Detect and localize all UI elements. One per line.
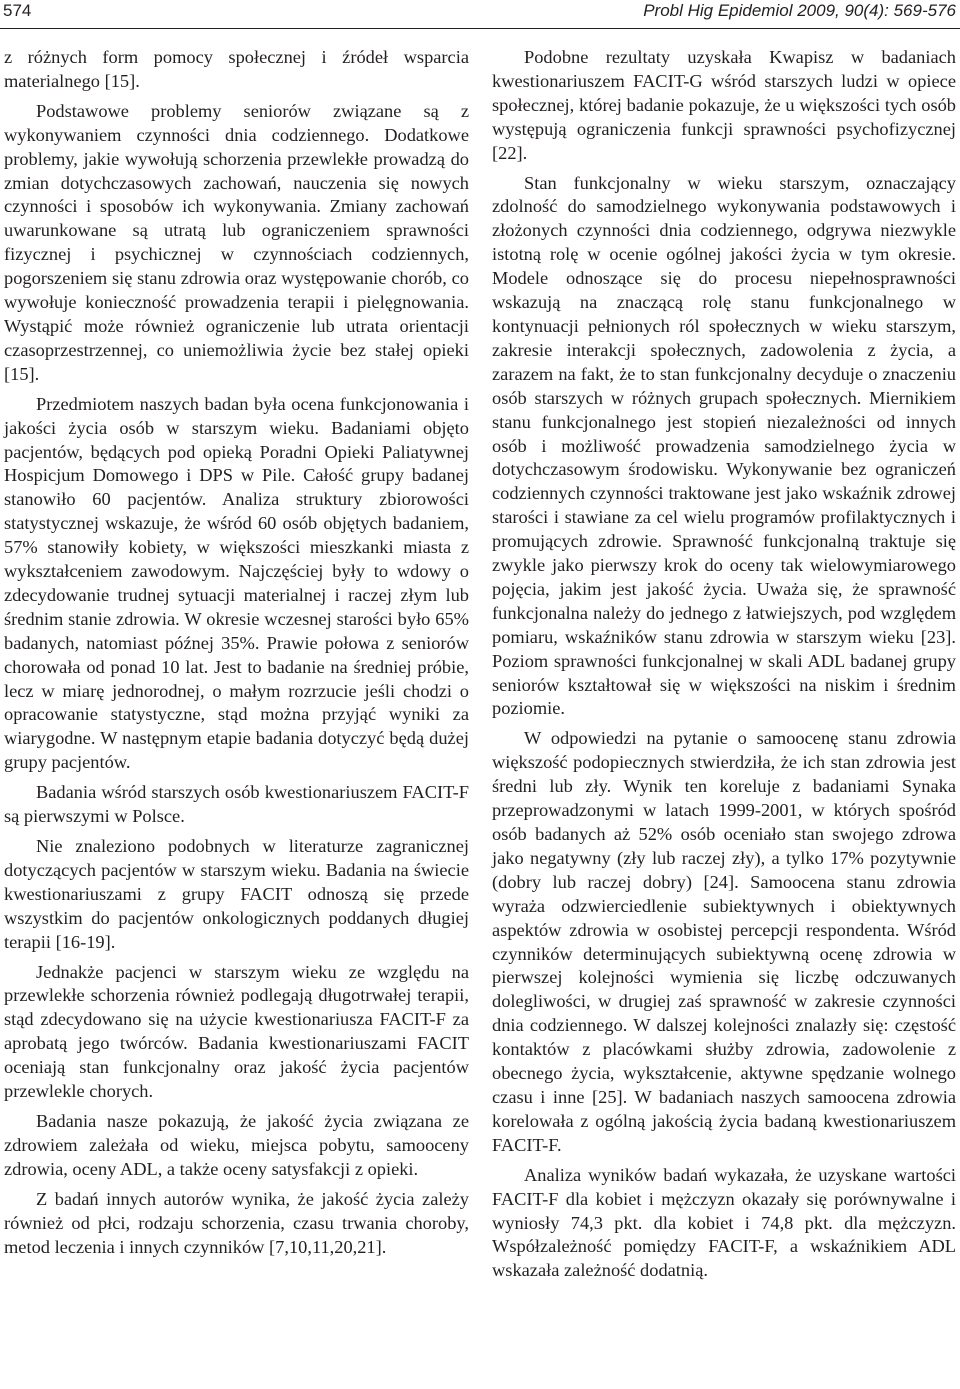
paragraph: z różnych form pomocy społecznej i źródeł wsparcia materialnego [15]. bbox=[4, 47, 469, 91]
paragraph: Badania nasze pokazują, że jakość życia związana ze zdrowiem zależała od wieku, miejsca pobytu, samooceny zdrowia, oceny ADL, a także oceny satysfakcji z opieki. bbox=[4, 1110, 469, 1179]
left-column bbox=[4, 46, 469, 1259]
paragraph: Nie znaleziono podobnych w literaturze zagranicznej dotyczących pacjentów w starszym wieku. Badania na świecie kwestionariuszami z grupy FACIT odnoszą się przede wszystkim do pacjentów onkologicznych poddanych długiej terapii [16-19]. bbox=[4, 836, 469, 952]
right-column bbox=[492, 46, 956, 1283]
journal-citation: Probl Hig Epidemiol 2009, 90(4): 569-576 bbox=[643, 1, 956, 20]
paragraph: Z badań innych autorów wynika, że jakość życia zależy również od płci, rodzaju schorzenia, czasu trwania choroby, metod leczenia i innych czynników [7,10,11,20,21]. bbox=[4, 1188, 469, 1257]
paragraph: Badania wśród starszych osób kwestionariuszem FACIT-F są pierwszymi w Polsce. bbox=[4, 782, 469, 827]
header-rule bbox=[0, 28, 960, 29]
paragraph: W odpowiedzi na pytanie o samoocenę stanu zdrowia większość podopiecznych stwierdziła, że ich stan zdrowia jest średni lub zły. Wynik ten koreluje z badaniami Synaka przeprowadzonymi w latach 1999-2001, w których spośród osób badanych aż 52% osób oceniało stan swojego zdrowa jako negatywny (zły lub raczej zły), a tylko 17% pozytywnie (dobry lub raczej dobry) [24]. Samoocena stanu zdrowia wyraża odzwierciedlenie subiektywnych i obiektywnych aspektów zdrowia w osobistej percepcji respondenta. Wśród czynników determinujących subiektywną ocenę zdrowia w pierwszej kolejności wymienia się liczbę odczuwanych dolegliwości, w drugiej zaś sprawność w zakresie czynności dnia codziennego. W dalszej kolejności znalazły się: częstość kontaktów z placówkami służby zdrowia, zadowolenie z obecnego życia, wykształcenie, aktywne spędzanie wolnego czasu i inne [25]. W badaniach naszych samoocena zdrowia korelowała z ogólną jakością życia badaną kwestionariuszem FACIT-F. bbox=[492, 728, 956, 1155]
paragraph: Podstawowe problemy seniorów związane są z wykonywaniem czynności dnia codziennego. Dodatkowe problemy, jakie wywołują schorzenia przewlekłe prowadzą do zmian dotychczasowych zachowań, nauczenia się nowych czynności i sposobów ich wykonywania. Zmiany zachowań uwarunkowane są utratą lub ograniczeniem sprawności fizycznej i psychicznej w czynnościach codziennych, pogorszeniem się stanu zdrowia oraz występowanie chorób, co wywołuje konieczność prowadzenia terapii i pielęgnowania. Wystąpić może również ograniczenie lub utrata orientacji czasoprzestrzennej, co uniemożliwia życie bez stałej opieki [15]. bbox=[4, 100, 469, 384]
running-header bbox=[0, 0, 960, 28]
paragraph: Analiza wyników badań wykazała, że uzyskane wartości FACIT-F dla kobiet i mężczyzn okazały się porównywalne i wyniosły 74,3 pkt. dla kobiet i 74,8 pkt. dla mężczyzn. Współzależność pomiędzy FACIT-F, a wskaźnikiem ADL wskazała zależność dodatnią. bbox=[492, 1164, 956, 1281]
paragraph: Jednakże pacjenci w starszym wieku ze względu na przewlekłe schorzenia również podlegają długotrwałej terapii, stąd zdecydowano się na użycie kwestionariusza FACIT-F za aprobatą jego twórców. Badania kwestionariuszami FACIT oceniają stan funkcjonalny oraz jakość życia pacjentów przewlekle chorych. bbox=[4, 961, 469, 1102]
paragraph: Podobne rezultaty uzyskała Kwapisz w badaniach kwestionariuszem FACIT-G wśród starszych ludzi w opiece społecznej, której badanie pokazuje, że u większości tych osób występują ograniczenia funkcji sprawności psychofizycznej [22]. bbox=[492, 47, 956, 163]
paragraph: Przedmiotem naszych badan była ocena funkcjonowania i jakości życia osób w starszym wieku. Badaniami objęto pacjentów, będących pod opieką Poradni Opieki Paliatywnej Hospicjum Domowego i DPS w Pile. Całość grupy badanej stanowiło 60 pacjentów. Analiza struktury zbiorowości statystycznej wskazuje, że wśród 60 osób objętych badaniem, 57% stanowiły kobiety, w większości mieszkanki miasta z wykształceniem zawodowym. Najczęściej były to wdowy o zdecydowanie trudnej sytuacji materialnej i raczej złym lub średnim stanie zdrowia. W okresie wczesnej starości było 65% badanych, natomiast późnej 35%. Prawie połowa z seniorów chorowała od ponad 10 lat. Jest to badanie na średniej próbie, lecz w miarę jednorodnej, o małym rozrzucie jeśli chodzi o opracowanie statystyczne, stąd można przyjąć wyniki za wiarygodne. W następnym etapie badania dotyczyć będą dużej grupy pacjentów. bbox=[4, 393, 469, 773]
page-number: 574 bbox=[3, 1, 32, 20]
paragraph: Stan funkcjonalny w wieku starszym, oznaczający zdolność do samodzielnego wykonywania podstawowych i złożonych czynności dnia codziennego, odgrywa niezwykle istotną rolę w ocenie ogólnej jakości życia w tym okresie. Modele odnoszące się do procesu niepełnosprawności wskazują na znaczącą rolę stanu funkcjonalnego w kontynuacji pełnionych ról społecznych w wieku starszym, zakresie interakcji społecznych, zadowolenia z życia, a zarazem na fakt, że to stan funkcjonalny decyduje o znaczeniu osób starszych w różnych grupach społecznych. Miernikiem stanu funkcjonalnego jest stopień niezależności od innych osób i możliwość prowadzenia samodzielnego życia w dotychczasowym środowisku. Wykonywanie bez ograniczeń codziennych czynności traktowane jest jako wskaźnik zdrowej starości i stawiane za cel wielu programów profilaktycznych i promujących zdrowie. Sprawność funkcjonalną traktuje się zwykle jako pierwszy krok do oceny tak wielowymiarowego pojęcia, jakim jest jakość życia. Uważa się, że sprawność funkcjonalna należy do jednego z łatwiejszych, pod względem pomiaru, wskaźników stanu zdrowia w starszym wieku [23]. Poziom sprawności funkcjonalnej w skali ADL badanej grupy seniorów kształtował się w większości na niskim i średnim poziomie. bbox=[492, 172, 956, 719]
